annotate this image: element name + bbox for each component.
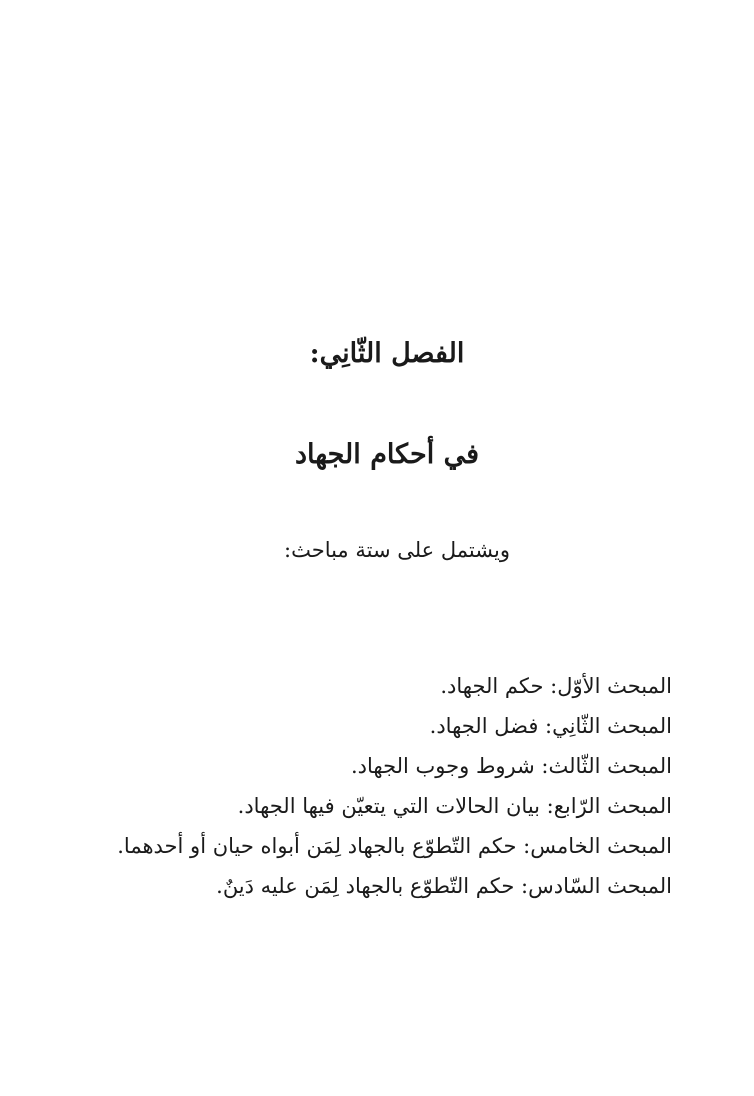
section-item-1: المبحث الأوّل: حكم الجهاد. bbox=[440, 674, 672, 698]
chapter-intro: ويشتمل على ستة مباحث: bbox=[284, 538, 510, 562]
chapter-title: الفصل الثّانِي: bbox=[309, 338, 465, 369]
section-item-4: المبحث الرّابع: بيان الحالات التي يتعيّن فيها الجهاد. bbox=[237, 794, 672, 818]
section-item-5: المبحث الخامس: حكم التّطوّع بالجهاد لِمَن أبواه حيان أو أحدهما. bbox=[117, 834, 672, 858]
section-item-6: المبحث السّادس: حكم التّطوّع بالجهاد لِمَن عليه دَينٌ. bbox=[216, 874, 672, 898]
sections-list bbox=[52, 666, 672, 906]
chapter-subtitle: في أحكام الجهاد bbox=[294, 439, 480, 470]
section-item-2: المبحث الثّانِي: فضل الجهاد. bbox=[429, 714, 672, 738]
section-item-3: المبحث الثّالث: شروط وجوب الجهاد. bbox=[350, 754, 672, 778]
